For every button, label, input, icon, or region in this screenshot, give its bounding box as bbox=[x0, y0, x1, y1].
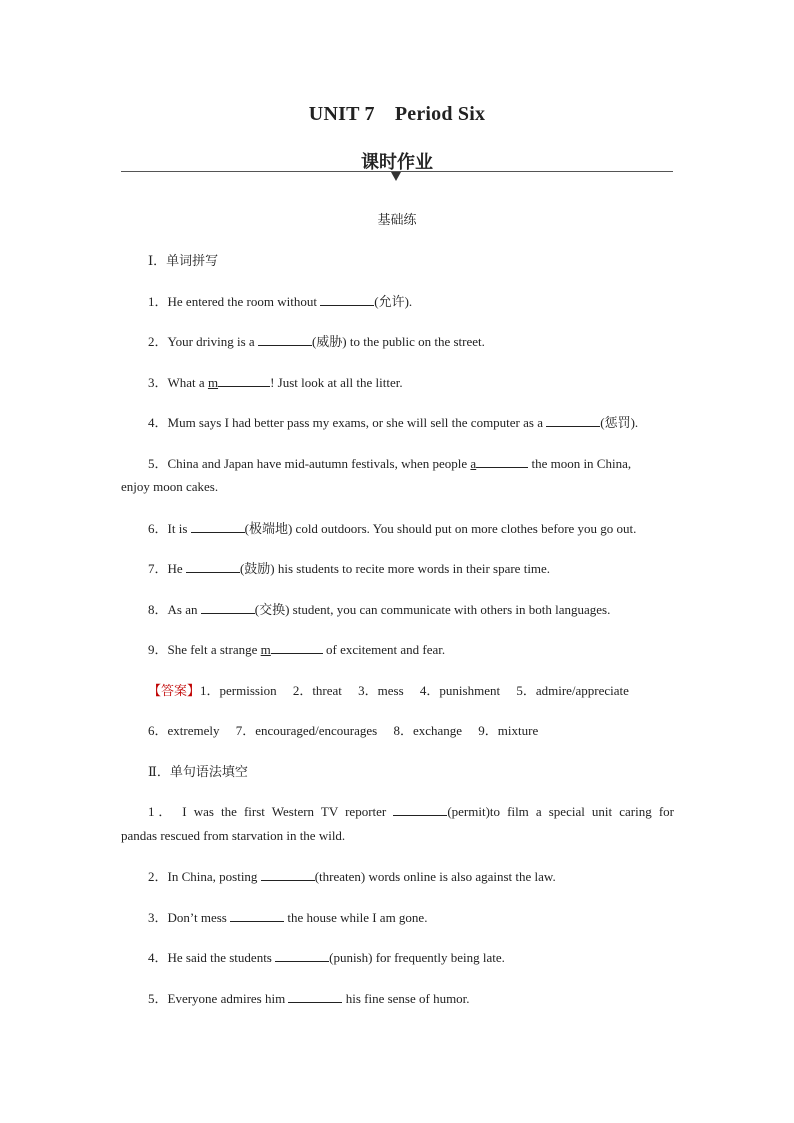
question-number: 8． bbox=[148, 602, 168, 617]
question-text: He entered the room without bbox=[167, 294, 321, 309]
question-number: 2． bbox=[148, 334, 168, 349]
answer-blank bbox=[393, 805, 447, 816]
question-hint: (极端地) cold outdoors. You should put on more clothes before you go out. bbox=[244, 521, 637, 536]
question-item bbox=[148, 518, 674, 537]
question-hint: the house while I am gone. bbox=[284, 910, 428, 925]
question-number: 3． bbox=[148, 910, 168, 925]
question-number: 2． bbox=[148, 869, 168, 884]
question-hint: the moon in China, bbox=[528, 456, 632, 471]
question-hint: ! Just look at all the litter. bbox=[270, 375, 403, 390]
question-text: I was the first Western TV reporter bbox=[175, 804, 394, 819]
question-item bbox=[148, 331, 674, 350]
initial-letter: m bbox=[260, 642, 271, 657]
answer-blank bbox=[288, 992, 342, 1003]
question-hint: (威胁) to the public on the street. bbox=[311, 334, 485, 349]
question-item bbox=[148, 639, 674, 658]
answer-line: 1．permission 2．threat 3．mess 4．punishment 5．admire/appreciate bbox=[200, 683, 629, 698]
question-item bbox=[148, 988, 674, 1007]
question-item bbox=[148, 412, 674, 431]
answer-blank bbox=[201, 603, 255, 614]
answer-blank bbox=[258, 335, 312, 346]
answer-blank bbox=[218, 376, 270, 387]
question-hint: (permit)to film a special unit caring for bbox=[447, 804, 674, 819]
question-text: What a bbox=[167, 375, 208, 390]
question-item bbox=[148, 372, 674, 391]
question-hint: (惩罚). bbox=[600, 415, 639, 430]
question-item bbox=[148, 907, 674, 926]
page-subtitle: 课时作业 bbox=[361, 152, 433, 172]
question-item bbox=[148, 453, 674, 472]
question-number: 3． bbox=[148, 375, 168, 390]
question-text: He said the students bbox=[167, 950, 276, 965]
answer-blank bbox=[546, 416, 600, 427]
question-continuation: enjoy moon cakes. bbox=[121, 479, 219, 494]
question-text: It is bbox=[167, 521, 191, 536]
question-number: 4． bbox=[148, 950, 168, 965]
answer-blank bbox=[275, 951, 329, 962]
answer-blank bbox=[191, 522, 245, 533]
question-hint: of excitement and fear. bbox=[322, 642, 446, 657]
question-hint: (punish) for frequently being late. bbox=[329, 950, 505, 965]
question-number: 6． bbox=[148, 521, 168, 536]
answer-blank bbox=[271, 643, 323, 654]
question-text: Your driving is a bbox=[167, 334, 258, 349]
question-hint: (允许). bbox=[374, 294, 413, 309]
answer-blank bbox=[476, 457, 528, 468]
question-text: He bbox=[167, 561, 186, 576]
question-number: 7． bbox=[148, 561, 168, 576]
section-heading-spelling: Ⅰ．单词拼写 bbox=[148, 253, 219, 268]
question-item bbox=[148, 599, 674, 618]
answer-blank bbox=[230, 911, 284, 922]
answer-tag: 【答案】 bbox=[148, 683, 201, 698]
level-label: 基础练 bbox=[377, 212, 417, 227]
question-item bbox=[148, 947, 674, 966]
answer-blank bbox=[320, 295, 374, 306]
triangle-down-icon bbox=[391, 172, 401, 181]
question-text: Don’t mess bbox=[167, 910, 231, 925]
question-hint: his fine sense of humor. bbox=[342, 991, 470, 1006]
question-hint: (threaten) words online is also against the law. bbox=[314, 869, 556, 884]
answer-key bbox=[148, 680, 674, 699]
question-number: 1． bbox=[148, 804, 176, 819]
initial-letter: m bbox=[207, 375, 219, 390]
page-title: UNIT 7 Period Six bbox=[308, 103, 486, 125]
question-hint: (交换) student, you can communicate with others in both languages. bbox=[254, 602, 611, 617]
question-item bbox=[148, 801, 674, 820]
answer-line: 6．extremely 7．encouraged/encourages 8．exchange 9．mixture bbox=[148, 723, 539, 738]
question-item bbox=[148, 291, 674, 310]
section-heading-grammar: Ⅱ．单句语法填空 bbox=[148, 764, 248, 779]
question-item bbox=[148, 558, 674, 577]
question-number: 5． bbox=[148, 456, 168, 471]
initial-letter: a bbox=[470, 456, 477, 471]
question-hint: (鼓励) his students to recite more words in their spare time. bbox=[239, 561, 551, 576]
question-text: China and Japan have mid-autumn festivals, when people bbox=[167, 456, 471, 471]
question-number: 4． bbox=[148, 415, 168, 430]
answer-blank bbox=[261, 870, 315, 881]
question-text: Mum says I had better pass my exams, or she will sell the computer as a bbox=[167, 415, 547, 430]
question-text: In China, posting bbox=[167, 869, 261, 884]
question-text: Everyone admires him bbox=[167, 991, 289, 1006]
question-continuation: pandas rescued from starvation in the wild. bbox=[121, 828, 346, 843]
question-number: 1． bbox=[148, 294, 168, 309]
answer-blank bbox=[186, 562, 240, 573]
question-text: She felt a strange bbox=[167, 642, 261, 657]
question-text: As an bbox=[167, 602, 201, 617]
question-number: 9． bbox=[148, 642, 168, 657]
question-number: 5． bbox=[148, 991, 168, 1006]
question-item bbox=[148, 866, 674, 885]
